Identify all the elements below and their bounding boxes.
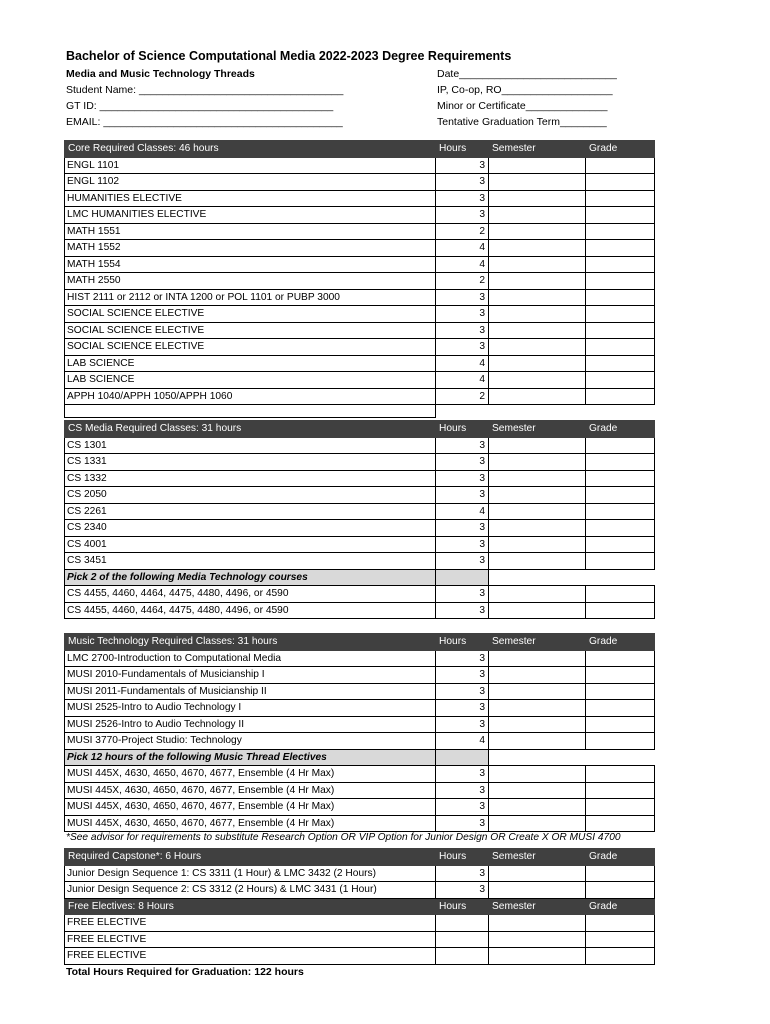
grade-cell[interactable] <box>586 487 655 504</box>
course-hours: 3 <box>436 650 489 667</box>
semester-cell[interactable] <box>489 815 586 832</box>
semester-column-header: Semester <box>489 141 586 158</box>
semester-cell[interactable] <box>489 289 586 306</box>
course-name: SOCIAL SCIENCE ELECTIVE <box>65 339 436 356</box>
course-row <box>65 174 655 191</box>
course-row <box>65 157 655 174</box>
blank-cell <box>436 405 655 418</box>
grade-cell[interactable] <box>586 355 655 372</box>
course-name: HIST 2111 or 2112 or INTA 1200 or POL 1101 or PUBP 3000 <box>65 289 436 306</box>
cs-media-table <box>64 420 655 619</box>
course-row <box>65 931 655 948</box>
grade-cell[interactable] <box>586 372 655 389</box>
grade-column-header: Grade <box>586 849 655 866</box>
course-hours: 3 <box>436 782 489 799</box>
grade-cell[interactable] <box>586 388 655 405</box>
pick-spacer <box>489 749 655 766</box>
course-hours: 3 <box>436 339 489 356</box>
course-name: MATH 1554 <box>65 256 436 273</box>
course-hours: 3 <box>436 454 489 471</box>
course-row <box>65 700 655 717</box>
course-row <box>65 355 655 372</box>
semester-cell[interactable] <box>489 240 586 257</box>
course-name: MATH 1552 <box>65 240 436 257</box>
course-row <box>65 273 655 290</box>
grade-cell[interactable] <box>586 223 655 240</box>
semester-cell[interactable] <box>489 388 586 405</box>
hours-column-header: Hours <box>436 898 489 915</box>
course-hours <box>436 915 489 932</box>
grade-cell[interactable] <box>586 157 655 174</box>
course-hours: 3 <box>436 766 489 783</box>
section-heading: CS Media Required Classes: 31 hours <box>65 421 436 438</box>
course-row <box>65 240 655 257</box>
pick-instruction: Pick 2 of the following Media Technology courses <box>65 569 436 586</box>
course-hours: 3 <box>436 865 489 882</box>
course-hours: 3 <box>436 207 489 224</box>
semester-cell[interactable] <box>489 437 586 454</box>
course-row <box>65 454 655 471</box>
course-row <box>65 306 655 323</box>
course-row <box>65 388 655 405</box>
semester-cell[interactable] <box>489 306 586 323</box>
pick-row <box>65 749 655 766</box>
course-name: MUSI 2525-Intro to Audio Technology I <box>65 700 436 717</box>
semester-cell[interactable] <box>489 174 586 191</box>
semester-cell[interactable] <box>489 372 586 389</box>
semester-cell[interactable] <box>489 454 586 471</box>
semester-cell[interactable] <box>489 487 586 504</box>
course-row <box>65 667 655 684</box>
grade-cell[interactable] <box>586 948 655 965</box>
course-name: ENGL 1101 <box>65 157 436 174</box>
course-row <box>65 799 655 816</box>
course-hours: 3 <box>436 322 489 339</box>
course-hours: 3 <box>436 716 489 733</box>
course-row <box>65 733 655 750</box>
grade-cell[interactable] <box>586 782 655 799</box>
course-name: MUSI 445X, 4630, 4650, 4670, 4677, Ensemble (4 Hr Max) <box>65 782 436 799</box>
course-hours: 4 <box>436 503 489 520</box>
gt-id-field[interactable]: GT ID: ________________________________________ <box>66 100 334 112</box>
course-row <box>65 586 655 603</box>
thread-label: Media and Music Technology Threads <box>66 68 255 80</box>
course-hours: 3 <box>436 520 489 537</box>
plan-info <box>437 66 617 130</box>
grade-cell[interactable] <box>586 667 655 684</box>
grade-cell[interactable] <box>586 207 655 224</box>
course-name: CS 1301 <box>65 437 436 454</box>
section-heading: Music Technology Required Classes: 31 hours <box>65 634 436 651</box>
semester-cell[interactable] <box>489 157 586 174</box>
course-hours: 3 <box>436 157 489 174</box>
hours-column-header: Hours <box>436 421 489 438</box>
grade-cell[interactable] <box>586 289 655 306</box>
course-name: CS 2340 <box>65 520 436 537</box>
blank-row <box>65 405 655 418</box>
hours-column-header: Hours <box>436 634 489 651</box>
core-table <box>64 140 655 418</box>
grade-column-header: Grade <box>586 421 655 438</box>
course-name: CS 2050 <box>65 487 436 504</box>
semester-cell[interactable] <box>489 882 586 899</box>
section-header <box>65 141 655 158</box>
ip-coop-field[interactable]: IP, Co-op, RO___________________ <box>437 84 613 96</box>
student-name-field[interactable]: Student Name: ___________________________________ <box>66 84 344 96</box>
course-hours: 3 <box>436 683 489 700</box>
semester-cell[interactable] <box>489 256 586 273</box>
course-hours: 3 <box>436 306 489 323</box>
page-title: Bachelor of Science Computational Media 2022-2023 Degree Requirements <box>66 49 512 63</box>
grade-cell[interactable] <box>586 700 655 717</box>
grade-cell[interactable] <box>586 799 655 816</box>
semester-cell[interactable] <box>489 931 586 948</box>
course-row <box>65 470 655 487</box>
grade-cell[interactable] <box>586 553 655 570</box>
grade-cell[interactable] <box>586 915 655 932</box>
semester-cell[interactable] <box>489 503 586 520</box>
section-heading: Required Capstone*: 6 Hours <box>65 849 436 866</box>
semester-cell[interactable] <box>489 782 586 799</box>
semester-cell[interactable] <box>489 948 586 965</box>
course-name: SOCIAL SCIENCE ELECTIVE <box>65 306 436 323</box>
semester-cell[interactable] <box>489 536 586 553</box>
course-name: CS 4455, 4460, 4464, 4475, 4480, 4496, or 4590 <box>65 602 436 619</box>
grade-cell[interactable] <box>586 256 655 273</box>
section-header <box>65 421 655 438</box>
grade-cell[interactable] <box>586 536 655 553</box>
grade-cell[interactable] <box>586 683 655 700</box>
total-hours: Total Hours Required for Graduation: 122 hours <box>66 966 304 978</box>
grade-cell[interactable] <box>586 716 655 733</box>
semester-cell[interactable] <box>489 553 586 570</box>
course-hours: 3 <box>436 289 489 306</box>
grade-cell[interactable] <box>586 470 655 487</box>
grade-cell[interactable] <box>586 766 655 783</box>
semester-cell[interactable] <box>489 602 586 619</box>
email-field[interactable]: EMAIL: _________________________________________ <box>66 116 343 128</box>
semester-cell[interactable] <box>489 683 586 700</box>
course-hours: 2 <box>436 273 489 290</box>
course-hours: 3 <box>436 882 489 899</box>
pick-row <box>65 569 655 586</box>
course-name: APPH 1040/APPH 1050/APPH 1060 <box>65 388 436 405</box>
section-header <box>65 634 655 651</box>
pick-hours-cell <box>436 749 489 766</box>
course-hours: 3 <box>436 470 489 487</box>
course-name: CS 1331 <box>65 454 436 471</box>
course-hours: 2 <box>436 223 489 240</box>
course-hours: 3 <box>436 174 489 191</box>
grade-cell[interactable] <box>586 240 655 257</box>
grade-cell[interactable] <box>586 273 655 290</box>
semester-cell[interactable] <box>489 273 586 290</box>
grade-cell[interactable] <box>586 503 655 520</box>
course-hours: 2 <box>436 388 489 405</box>
section-header <box>65 849 655 866</box>
grade-column-header: Grade <box>586 634 655 651</box>
semester-column-header: Semester <box>489 898 586 915</box>
course-name: ENGL 1102 <box>65 174 436 191</box>
hours-column-header: Hours <box>436 849 489 866</box>
course-name: CS 1332 <box>65 470 436 487</box>
graduation-term-field[interactable]: Tentative Graduation Term________ <box>437 116 607 128</box>
course-hours: 4 <box>436 372 489 389</box>
grade-cell[interactable] <box>586 437 655 454</box>
course-name: LMC 2700-Introduction to Computational Media <box>65 650 436 667</box>
course-hours: 4 <box>436 355 489 372</box>
blank-cell <box>65 405 436 418</box>
course-name: FREE ELECTIVE <box>65 915 436 932</box>
course-hours: 4 <box>436 240 489 257</box>
course-row <box>65 322 655 339</box>
hours-column-header: Hours <box>436 141 489 158</box>
course-row <box>65 207 655 224</box>
course-name: MATH 1551 <box>65 223 436 240</box>
semester-cell[interactable] <box>489 733 586 750</box>
semester-column-header: Semester <box>489 634 586 651</box>
course-name: HUMANITIES ELECTIVE <box>65 190 436 207</box>
course-row <box>65 437 655 454</box>
grade-cell[interactable] <box>586 322 655 339</box>
course-row <box>65 716 655 733</box>
course-row <box>65 520 655 537</box>
grade-cell[interactable] <box>586 339 655 356</box>
course-name: FREE ELECTIVE <box>65 948 436 965</box>
section-heading: Free Electives: 8 Hours <box>65 898 436 915</box>
semester-cell[interactable] <box>489 650 586 667</box>
grade-cell[interactable] <box>586 865 655 882</box>
course-hours: 4 <box>436 256 489 273</box>
grade-cell[interactable] <box>586 931 655 948</box>
course-row <box>65 948 655 965</box>
course-name: MUSI 2526-Intro to Audio Technology II <box>65 716 436 733</box>
course-row <box>65 766 655 783</box>
course-hours: 3 <box>436 700 489 717</box>
course-name: MUSI 445X, 4630, 4650, 4670, 4677, Ensemble (4 Hr Max) <box>65 815 436 832</box>
course-hours: 3 <box>436 799 489 816</box>
course-row <box>65 865 655 882</box>
date-field[interactable]: Date___________________________ <box>437 68 617 80</box>
semester-cell[interactable] <box>489 322 586 339</box>
course-hours: 4 <box>436 733 489 750</box>
grade-cell[interactable] <box>586 306 655 323</box>
music-tech-table <box>64 633 655 832</box>
course-row <box>65 815 655 832</box>
course-hours: 3 <box>436 586 489 603</box>
course-name: MUSI 445X, 4630, 4650, 4670, 4677, Ensemble (4 Hr Max) <box>65 799 436 816</box>
semester-cell[interactable] <box>489 915 586 932</box>
course-row <box>65 536 655 553</box>
course-row <box>65 782 655 799</box>
grade-cell[interactable] <box>586 454 655 471</box>
course-row <box>65 223 655 240</box>
course-row <box>65 650 655 667</box>
course-name: FREE ELECTIVE <box>65 931 436 948</box>
semester-cell[interactable] <box>489 355 586 372</box>
course-hours <box>436 948 489 965</box>
grade-cell[interactable] <box>586 190 655 207</box>
section-header <box>65 898 655 915</box>
grade-column-header: Grade <box>586 141 655 158</box>
grade-cell[interactable] <box>586 882 655 899</box>
semester-cell[interactable] <box>489 667 586 684</box>
course-name: Junior Design Sequence 1: CS 3311 (1 Hour) & LMC 3432 (2 Hours) <box>65 865 436 882</box>
semester-cell[interactable] <box>489 766 586 783</box>
course-hours: 3 <box>436 815 489 832</box>
course-name: MATH 2550 <box>65 273 436 290</box>
grade-cell[interactable] <box>586 174 655 191</box>
course-row <box>65 289 655 306</box>
pick-instruction: Pick 12 hours of the following Music Thread Electives <box>65 749 436 766</box>
semester-cell[interactable] <box>489 520 586 537</box>
section-heading: Core Required Classes: 46 hours <box>65 141 436 158</box>
course-row <box>65 503 655 520</box>
semester-column-header: Semester <box>489 849 586 866</box>
semester-cell[interactable] <box>489 223 586 240</box>
course-row <box>65 487 655 504</box>
semester-cell[interactable] <box>489 865 586 882</box>
semester-column-header: Semester <box>489 421 586 438</box>
course-name: LAB SCIENCE <box>65 355 436 372</box>
course-name: MUSI 2011-Fundamentals of Musicianship II <box>65 683 436 700</box>
grade-cell[interactable] <box>586 733 655 750</box>
course-row <box>65 553 655 570</box>
semester-cell[interactable] <box>489 799 586 816</box>
course-name: LAB SCIENCE <box>65 372 436 389</box>
semester-cell[interactable] <box>489 700 586 717</box>
pick-hours-cell <box>436 569 489 586</box>
course-row <box>65 915 655 932</box>
course-hours: 3 <box>436 487 489 504</box>
course-row <box>65 372 655 389</box>
course-name: CS 3451 <box>65 553 436 570</box>
course-row <box>65 339 655 356</box>
course-hours: 3 <box>436 437 489 454</box>
semester-cell[interactable] <box>489 470 586 487</box>
course-row <box>65 683 655 700</box>
course-hours: 3 <box>436 536 489 553</box>
student-info <box>66 66 343 130</box>
course-row <box>65 602 655 619</box>
course-row <box>65 190 655 207</box>
advisor-note: *See advisor for requirements to substitute Research Option OR VIP Option for Junior Design OR Create X OR MUSI 4700 <box>66 832 621 843</box>
course-name: Junior Design Sequence 2: CS 3312 (2 Hours) & LMC 3431 (1 Hour) <box>65 882 436 899</box>
grade-cell[interactable] <box>586 586 655 603</box>
grade-column-header: Grade <box>586 898 655 915</box>
course-hours: 3 <box>436 553 489 570</box>
semester-cell[interactable] <box>489 207 586 224</box>
grade-cell[interactable] <box>586 520 655 537</box>
course-name: SOCIAL SCIENCE ELECTIVE <box>65 322 436 339</box>
course-row <box>65 882 655 899</box>
semester-cell[interactable] <box>489 586 586 603</box>
course-name: CS 4455, 4460, 4464, 4475, 4480, 4496, or 4590 <box>65 586 436 603</box>
grade-cell[interactable] <box>586 602 655 619</box>
course-hours: 3 <box>436 667 489 684</box>
course-name: MUSI 3770-Project Studio: Technology <box>65 733 436 750</box>
semester-cell[interactable] <box>489 339 586 356</box>
course-hours: 3 <box>436 190 489 207</box>
pick-spacer <box>489 569 655 586</box>
course-name: MUSI 445X, 4630, 4650, 4670, 4677, Ensemble (4 Hr Max) <box>65 766 436 783</box>
minor-field[interactable]: Minor or Certificate______________ <box>437 100 608 112</box>
course-row <box>65 256 655 273</box>
course-name: LMC HUMANITIES ELECTIVE <box>65 207 436 224</box>
grade-cell[interactable] <box>586 650 655 667</box>
course-name: CS 2261 <box>65 503 436 520</box>
capstone-table <box>64 848 655 965</box>
semester-cell[interactable] <box>489 716 586 733</box>
course-hours: 3 <box>436 602 489 619</box>
course-name: MUSI 2010-Fundamentals of Musicianship I <box>65 667 436 684</box>
course-hours <box>436 931 489 948</box>
semester-cell[interactable] <box>489 190 586 207</box>
grade-cell[interactable] <box>586 815 655 832</box>
course-name: CS 4001 <box>65 536 436 553</box>
